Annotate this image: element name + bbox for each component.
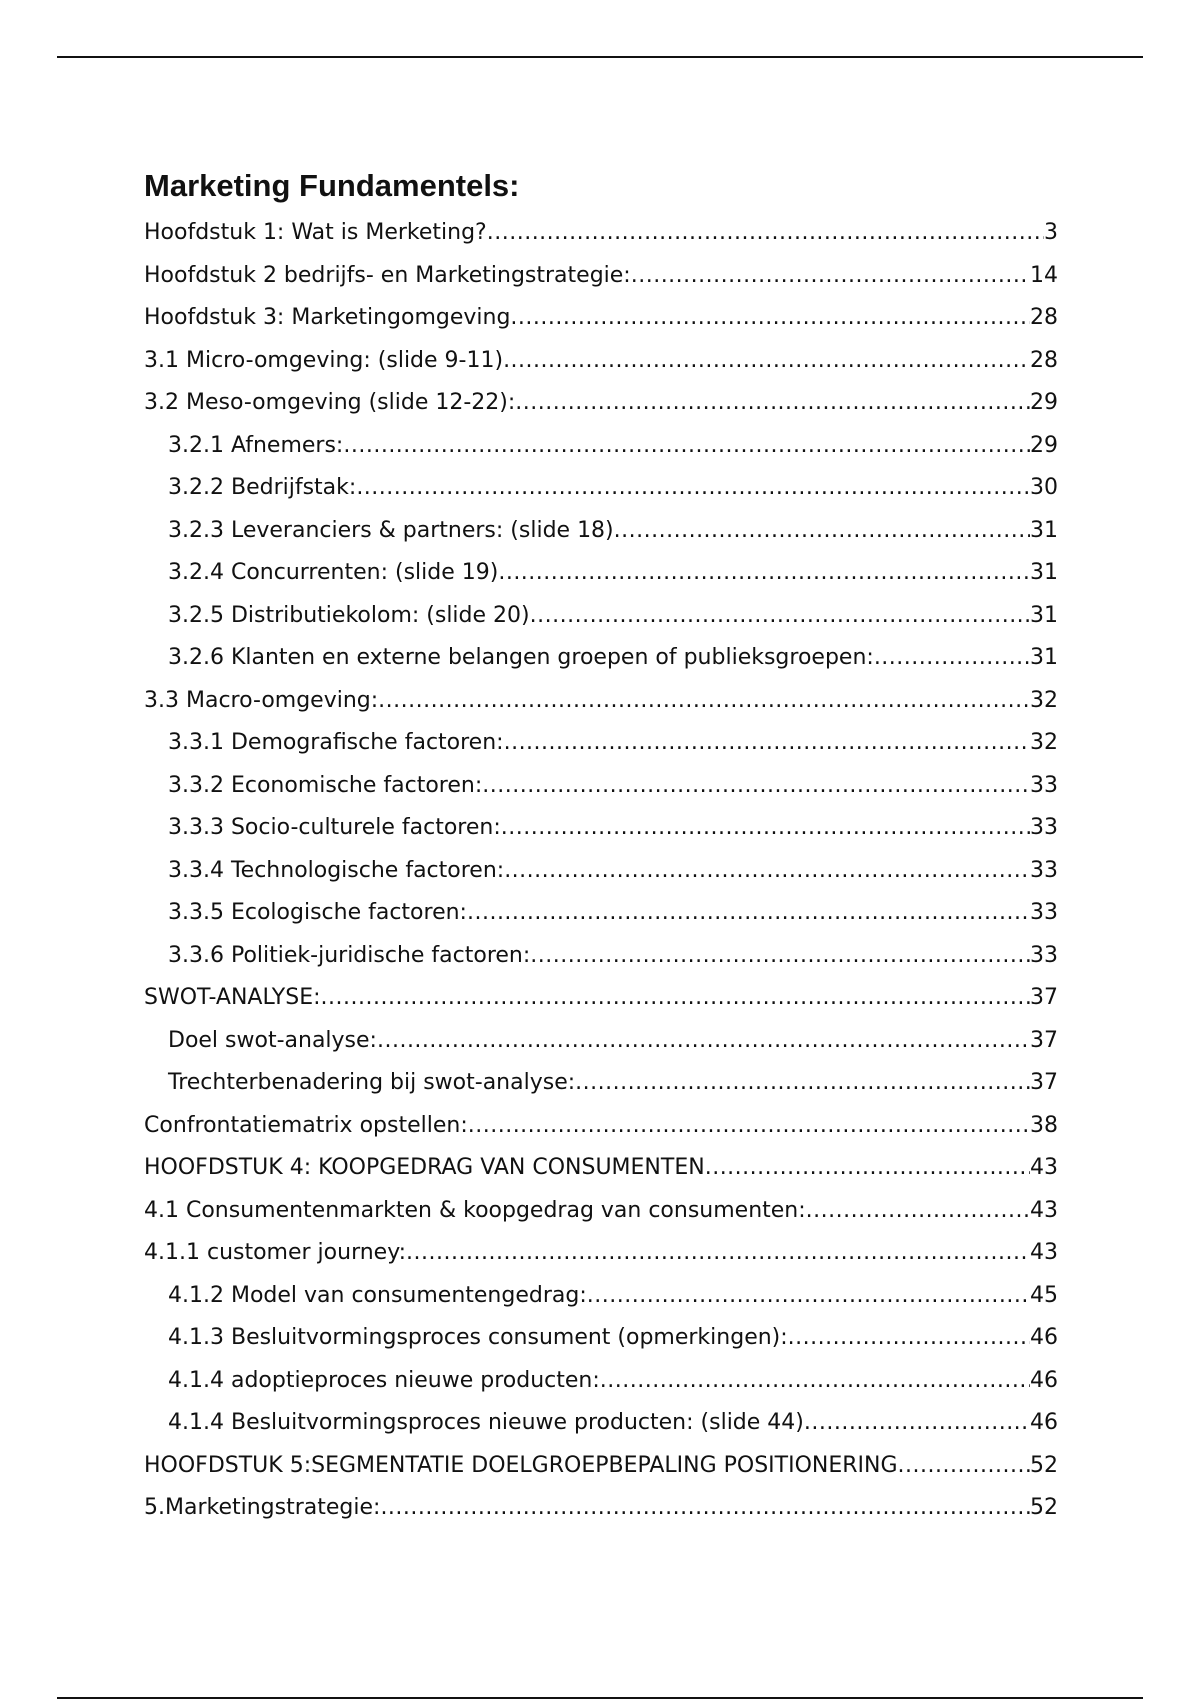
dot-leader [614, 517, 1030, 545]
toc-entry-text: 4.1.3 Besluitvormingsproces consument (opmerkingen): [168, 1325, 788, 1350]
toc-entry-page-number: 31 [1030, 560, 1058, 585]
toc-entry-text: Hoofdstuk 3: Marketingomgeving [144, 305, 511, 330]
toc-entry-page-number: 46 [1030, 1325, 1058, 1350]
toc-entry-page-number: 31 [1030, 645, 1058, 670]
toc-entry[interactable] [144, 559, 1058, 602]
dot-leader [501, 814, 1030, 842]
toc-entry-text: 5.Marketingstrategie: [144, 1495, 381, 1520]
toc-entry-text: 4.1 Consumentenmarkten & koopgedrag van consumenten: [144, 1197, 806, 1223]
dot-leader [482, 772, 1030, 800]
toc-title: Marketing Fundamentels: [144, 168, 520, 203]
toc-entry-page-number: 43 [1030, 1155, 1058, 1180]
toc-entry[interactable] [144, 1494, 1058, 1537]
toc-entry[interactable] [144, 219, 1058, 262]
toc-entry-page-number: 33 [1030, 772, 1058, 798]
dot-leader [806, 1197, 1030, 1225]
toc-entry[interactable] [144, 1324, 1058, 1367]
toc-entry-text: 3.3.2 Economische factoren: [168, 772, 483, 798]
toc-entry-page-number: 3 [1044, 220, 1058, 245]
toc-entry-page-number: 45 [1030, 1282, 1058, 1308]
toc-entry[interactable] [144, 432, 1058, 475]
toc-entry[interactable] [144, 1154, 1058, 1197]
header-rule [57, 56, 1143, 58]
dot-leader [467, 899, 1030, 927]
toc-entry[interactable] [144, 262, 1058, 305]
dot-leader [575, 1069, 1030, 1097]
toc-entry[interactable] [144, 644, 1058, 687]
toc-entry[interactable] [144, 984, 1058, 1027]
toc-entry-page-number: 37 [1030, 1027, 1058, 1053]
toc-entry-page-number: 37 [1030, 985, 1058, 1010]
toc-entry[interactable] [144, 1282, 1058, 1325]
toc-entry-text: 3.3 Macro-omgeving: [144, 687, 379, 713]
dot-leader [380, 1494, 1030, 1522]
toc-entry-text: Doel swot-analyse: [168, 1027, 377, 1053]
dot-leader [321, 984, 1030, 1012]
dot-leader [487, 219, 1044, 247]
dot-leader [530, 942, 1030, 970]
toc-entry[interactable] [144, 857, 1058, 900]
toc-entry-text: 3.2.4 Concurrenten: (slide 19) [168, 560, 499, 585]
toc-entry-page-number: 46 [1030, 1410, 1058, 1435]
toc-entry-text: 3.2.1 Afnemers: [168, 432, 344, 458]
toc-entry[interactable] [144, 517, 1058, 560]
toc-entry-text: HOOFDSTUK 5:SEGMENTATIE DOELGROEPBEPALING POSITIONERING [144, 1452, 898, 1478]
dot-leader [705, 1154, 1030, 1182]
toc-entry[interactable] [144, 1409, 1058, 1452]
toc-entry[interactable] [144, 602, 1058, 645]
dot-leader [631, 262, 1030, 290]
toc-entry-text: 3.2.3 Leveranciers & partners: (slide 18) [168, 517, 614, 543]
dot-leader [898, 1452, 1030, 1480]
toc-entry-text: 4.1.4 Besluitvormingsproces nieuwe producten: (slide 44) [168, 1410, 804, 1435]
toc-entry[interactable] [144, 687, 1058, 730]
toc-entry[interactable] [144, 942, 1058, 985]
toc-entry[interactable] [144, 772, 1058, 815]
toc-entry-text: 4.1.2 Model van consumentengedrag: [168, 1282, 587, 1308]
toc-entry-page-number: 14 [1030, 262, 1058, 288]
dot-leader [406, 1239, 1030, 1267]
toc-entry[interactable] [144, 1027, 1058, 1070]
toc-entry-page-number: 31 [1030, 517, 1058, 543]
dot-leader [468, 1112, 1030, 1140]
toc-entry-page-number: 38 [1030, 1112, 1058, 1138]
dot-leader [498, 559, 1030, 587]
toc-entry-page-number: 52 [1030, 1452, 1058, 1478]
dot-leader [510, 304, 1030, 332]
toc-entry-page-number: 37 [1030, 1070, 1058, 1095]
table-of-contents [144, 168, 1058, 1537]
toc-entry-page-number: 32 [1030, 730, 1058, 755]
toc-entry-page-number: 33 [1030, 857, 1058, 883]
toc-entry-text: 3.3.3 Socio-culturele factoren: [168, 815, 501, 840]
dot-leader [504, 857, 1030, 885]
toc-entry-page-number: 28 [1030, 305, 1058, 330]
toc-entry-text: 3.2.2 Bedrijfstak: [168, 475, 357, 500]
toc-entry-text: 3.3.4 Technologische factoren: [168, 857, 505, 883]
toc-entry-text: Confrontatiematrix opstellen: [144, 1112, 468, 1138]
toc-entry[interactable] [144, 1452, 1058, 1495]
toc-entry[interactable] [144, 814, 1058, 857]
toc-entry-text: 3.2.6 Klanten en externe belangen groepen of publieksgroepen: [168, 645, 874, 670]
toc-list [144, 219, 1058, 1537]
toc-entry-text: Trechterbenadering bij swot-analyse: [168, 1070, 576, 1095]
toc-entry[interactable] [144, 729, 1058, 772]
toc-entry-text: 3.1 Micro-omgeving: (slide 9-11) [144, 347, 504, 373]
toc-entry-text: 4.1.1 customer journey: [144, 1240, 407, 1265]
dot-leader [515, 389, 1030, 417]
toc-entry-text: Hoofdstuk 1: Wat is Merketing? [144, 220, 487, 245]
toc-entry-page-number: 32 [1030, 687, 1058, 713]
toc-entry-text: HOOFDSTUK 4: KOOPGEDRAG VAN CONSUMENTEN [144, 1155, 705, 1180]
toc-entry-page-number: 28 [1030, 347, 1058, 373]
toc-entry-page-number: 46 [1030, 1367, 1058, 1393]
toc-entry-page-number: 33 [1030, 900, 1058, 925]
toc-entry[interactable] [144, 899, 1058, 942]
dot-leader [378, 687, 1030, 715]
toc-entry[interactable] [144, 347, 1058, 390]
dot-leader [874, 644, 1030, 672]
toc-entry[interactable] [144, 1197, 1058, 1240]
toc-entry-text: 3.3.1 Demografische factoren: [168, 730, 504, 755]
toc-entry-page-number: 31 [1030, 602, 1058, 628]
dot-leader [356, 474, 1030, 502]
toc-entry-page-number: 43 [1030, 1197, 1058, 1223]
footer-rule [57, 1697, 1143, 1699]
toc-entry-text: 4.1.4 adoptieproces nieuwe producten: [168, 1367, 600, 1393]
toc-entry-page-number: 30 [1030, 475, 1058, 500]
dot-leader [377, 1027, 1030, 1055]
toc-entry[interactable] [144, 389, 1058, 432]
toc-entry[interactable] [144, 304, 1058, 347]
toc-entry-text: 3.3.6 Politiek-juridische factoren: [168, 942, 531, 968]
toc-entry[interactable] [144, 1069, 1058, 1112]
toc-entry-page-number: 33 [1030, 942, 1058, 968]
toc-entry-text: 3.2.5 Distributiekolom: (slide 20) [168, 602, 530, 628]
toc-entry-text: SWOT-ANALYSE: [144, 985, 321, 1010]
toc-entry-page-number: 29 [1030, 390, 1058, 415]
toc-entry[interactable] [144, 474, 1058, 517]
dot-leader [587, 1282, 1030, 1310]
dot-leader [504, 729, 1030, 757]
dot-leader [530, 602, 1030, 630]
toc-entry-page-number: 29 [1030, 432, 1058, 458]
dot-leader [600, 1367, 1030, 1395]
toc-entry-text: Hoofdstuk 2 bedrijfs- en Marketingstrategie: [144, 262, 631, 288]
toc-entry-page-number: 52 [1030, 1495, 1058, 1520]
dot-leader [503, 347, 1030, 375]
toc-entry-text: 3.3.5 Ecologische factoren: [168, 900, 467, 925]
dot-leader [343, 432, 1030, 460]
toc-entry[interactable] [144, 1239, 1058, 1282]
dot-leader [788, 1324, 1030, 1352]
toc-entry-page-number: 43 [1030, 1240, 1058, 1265]
toc-entry[interactable] [144, 1112, 1058, 1155]
toc-entry-text: 3.2 Meso-omgeving (slide 12-22): [144, 390, 516, 415]
toc-entry[interactable] [144, 1367, 1058, 1410]
dot-leader [804, 1409, 1030, 1437]
toc-entry-page-number: 33 [1030, 815, 1058, 840]
